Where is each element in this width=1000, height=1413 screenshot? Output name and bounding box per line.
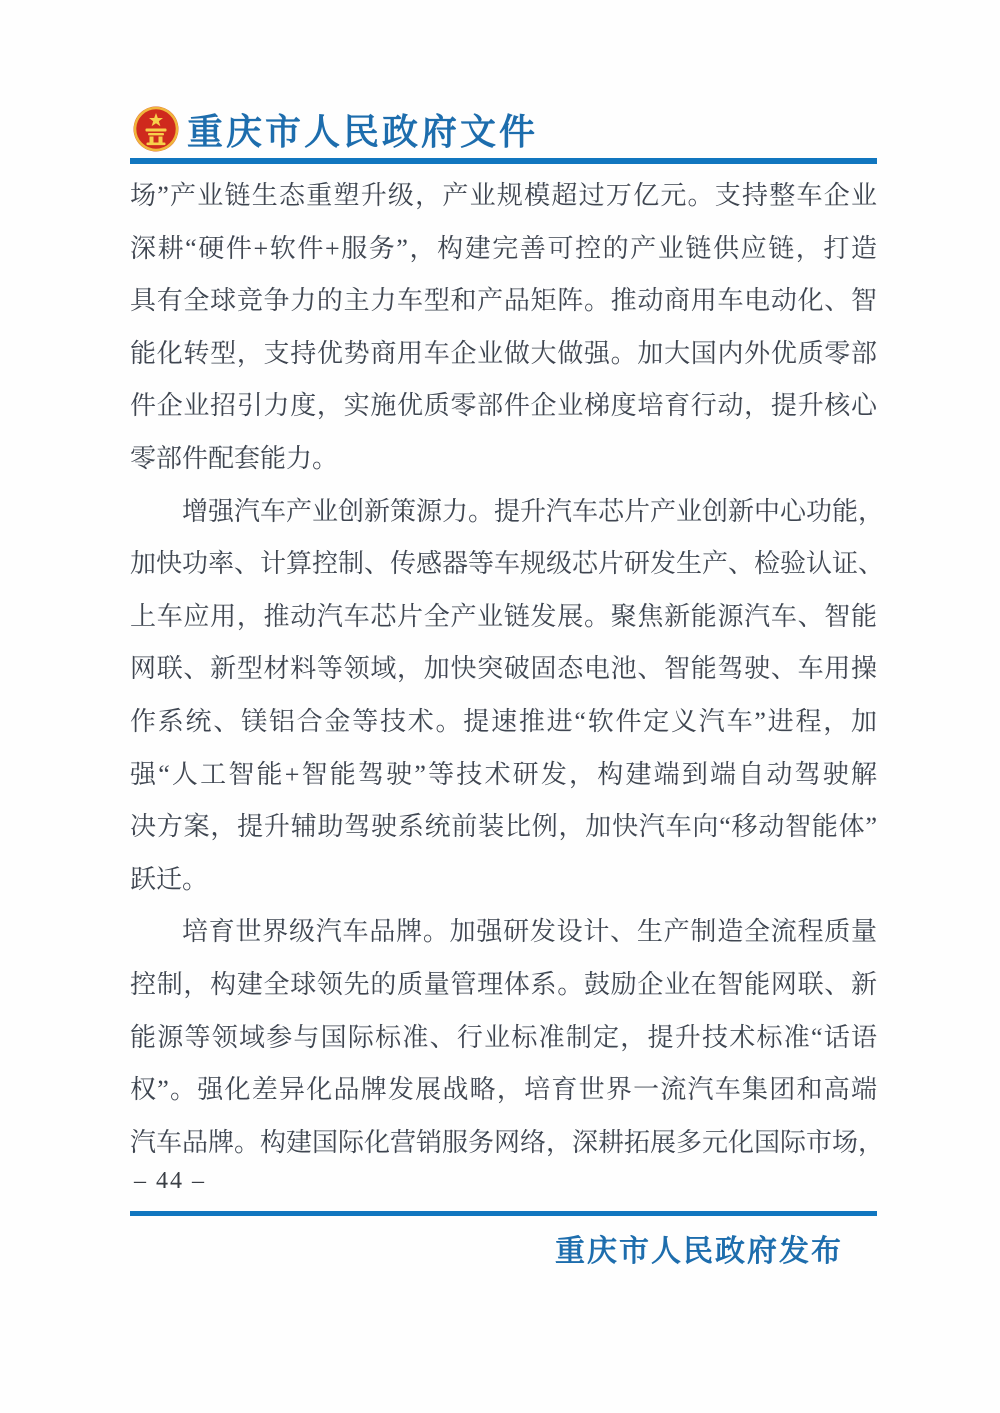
body-line: 零部件配套能力。 bbox=[130, 443, 339, 473]
publisher-label: 重庆市人民政府发布 bbox=[555, 1235, 843, 1268]
body-line: 具有全球竞争力的主力车型和产品矩阵。推动商用车电动化、智 bbox=[130, 286, 877, 316]
page-number: – 44 – bbox=[134, 1168, 206, 1194]
header-divider bbox=[130, 158, 877, 164]
body-line: 能化转型，支持优势商用车企业做大做强。加大国内外优质零部 bbox=[130, 338, 877, 368]
body-line: 深耕“硬件+软件+服务”，构建完善可控的产业链供应链，打造 bbox=[130, 233, 877, 263]
footer-divider bbox=[130, 1211, 877, 1216]
body-line: 增强汽车产业创新策源力。提升汽车芯片产业创新中心功能， bbox=[182, 496, 885, 526]
body-line: 网联、新型材料等领域，加快突破固态电池、智能驾驶、车用操 bbox=[130, 654, 877, 684]
body-line: 控制，构建全球领先的质量管理体系。鼓励企业在智能网联、新 bbox=[130, 969, 877, 999]
body-line: 上车应用，推动汽车芯片全产业链发展。聚焦新能源汽车、智能 bbox=[130, 601, 877, 631]
document-title: 重庆市人民政府文件 bbox=[187, 110, 539, 152]
body-line: 培育世界级汽车品牌。加强研发设计、生产制造全流程质量 bbox=[182, 917, 877, 947]
paragraph bbox=[130, 486, 885, 907]
body-line: 权”。强化差异化品牌发展战略，培育世界一流汽车集团和高端 bbox=[130, 1075, 877, 1105]
body-line: 场”产业链生态重塑升级，产业规模超过万亿元。支持整车企业 bbox=[130, 181, 877, 210]
body-line: 能源等领域参与国际标准、行业标准制定，提升技术标准“话语 bbox=[130, 1022, 877, 1052]
paragraph bbox=[130, 170, 877, 486]
body-line: 决方案，提升辅助驾驶系统前装比例，加快汽车向“移动智能体” bbox=[130, 812, 877, 842]
body-line: 加快功率、计算控制、传感器等车规级芯片研发生产、检验认证、 bbox=[130, 549, 885, 579]
body-line: 件企业招引力度，实施优质零部件企业梯度培育行动，提升核心 bbox=[130, 391, 877, 421]
body-line: 汽车品牌。构建国际化营销服务网络，深耕拓展多元化国际市场， bbox=[130, 1127, 885, 1157]
national-emblem-icon bbox=[132, 105, 180, 153]
body-line: 跃迁。 bbox=[130, 864, 209, 894]
paragraph bbox=[130, 906, 885, 1169]
body-line: 作系统、镁铝合金等技术。提速推进“软件定义汽车”进程，加 bbox=[130, 706, 877, 736]
body-line: 强“人工智能+智能驾驶”等技术研发，构建端到端自动驾驶解 bbox=[130, 759, 877, 789]
document-body bbox=[130, 170, 885, 1169]
document-header bbox=[132, 104, 538, 154]
